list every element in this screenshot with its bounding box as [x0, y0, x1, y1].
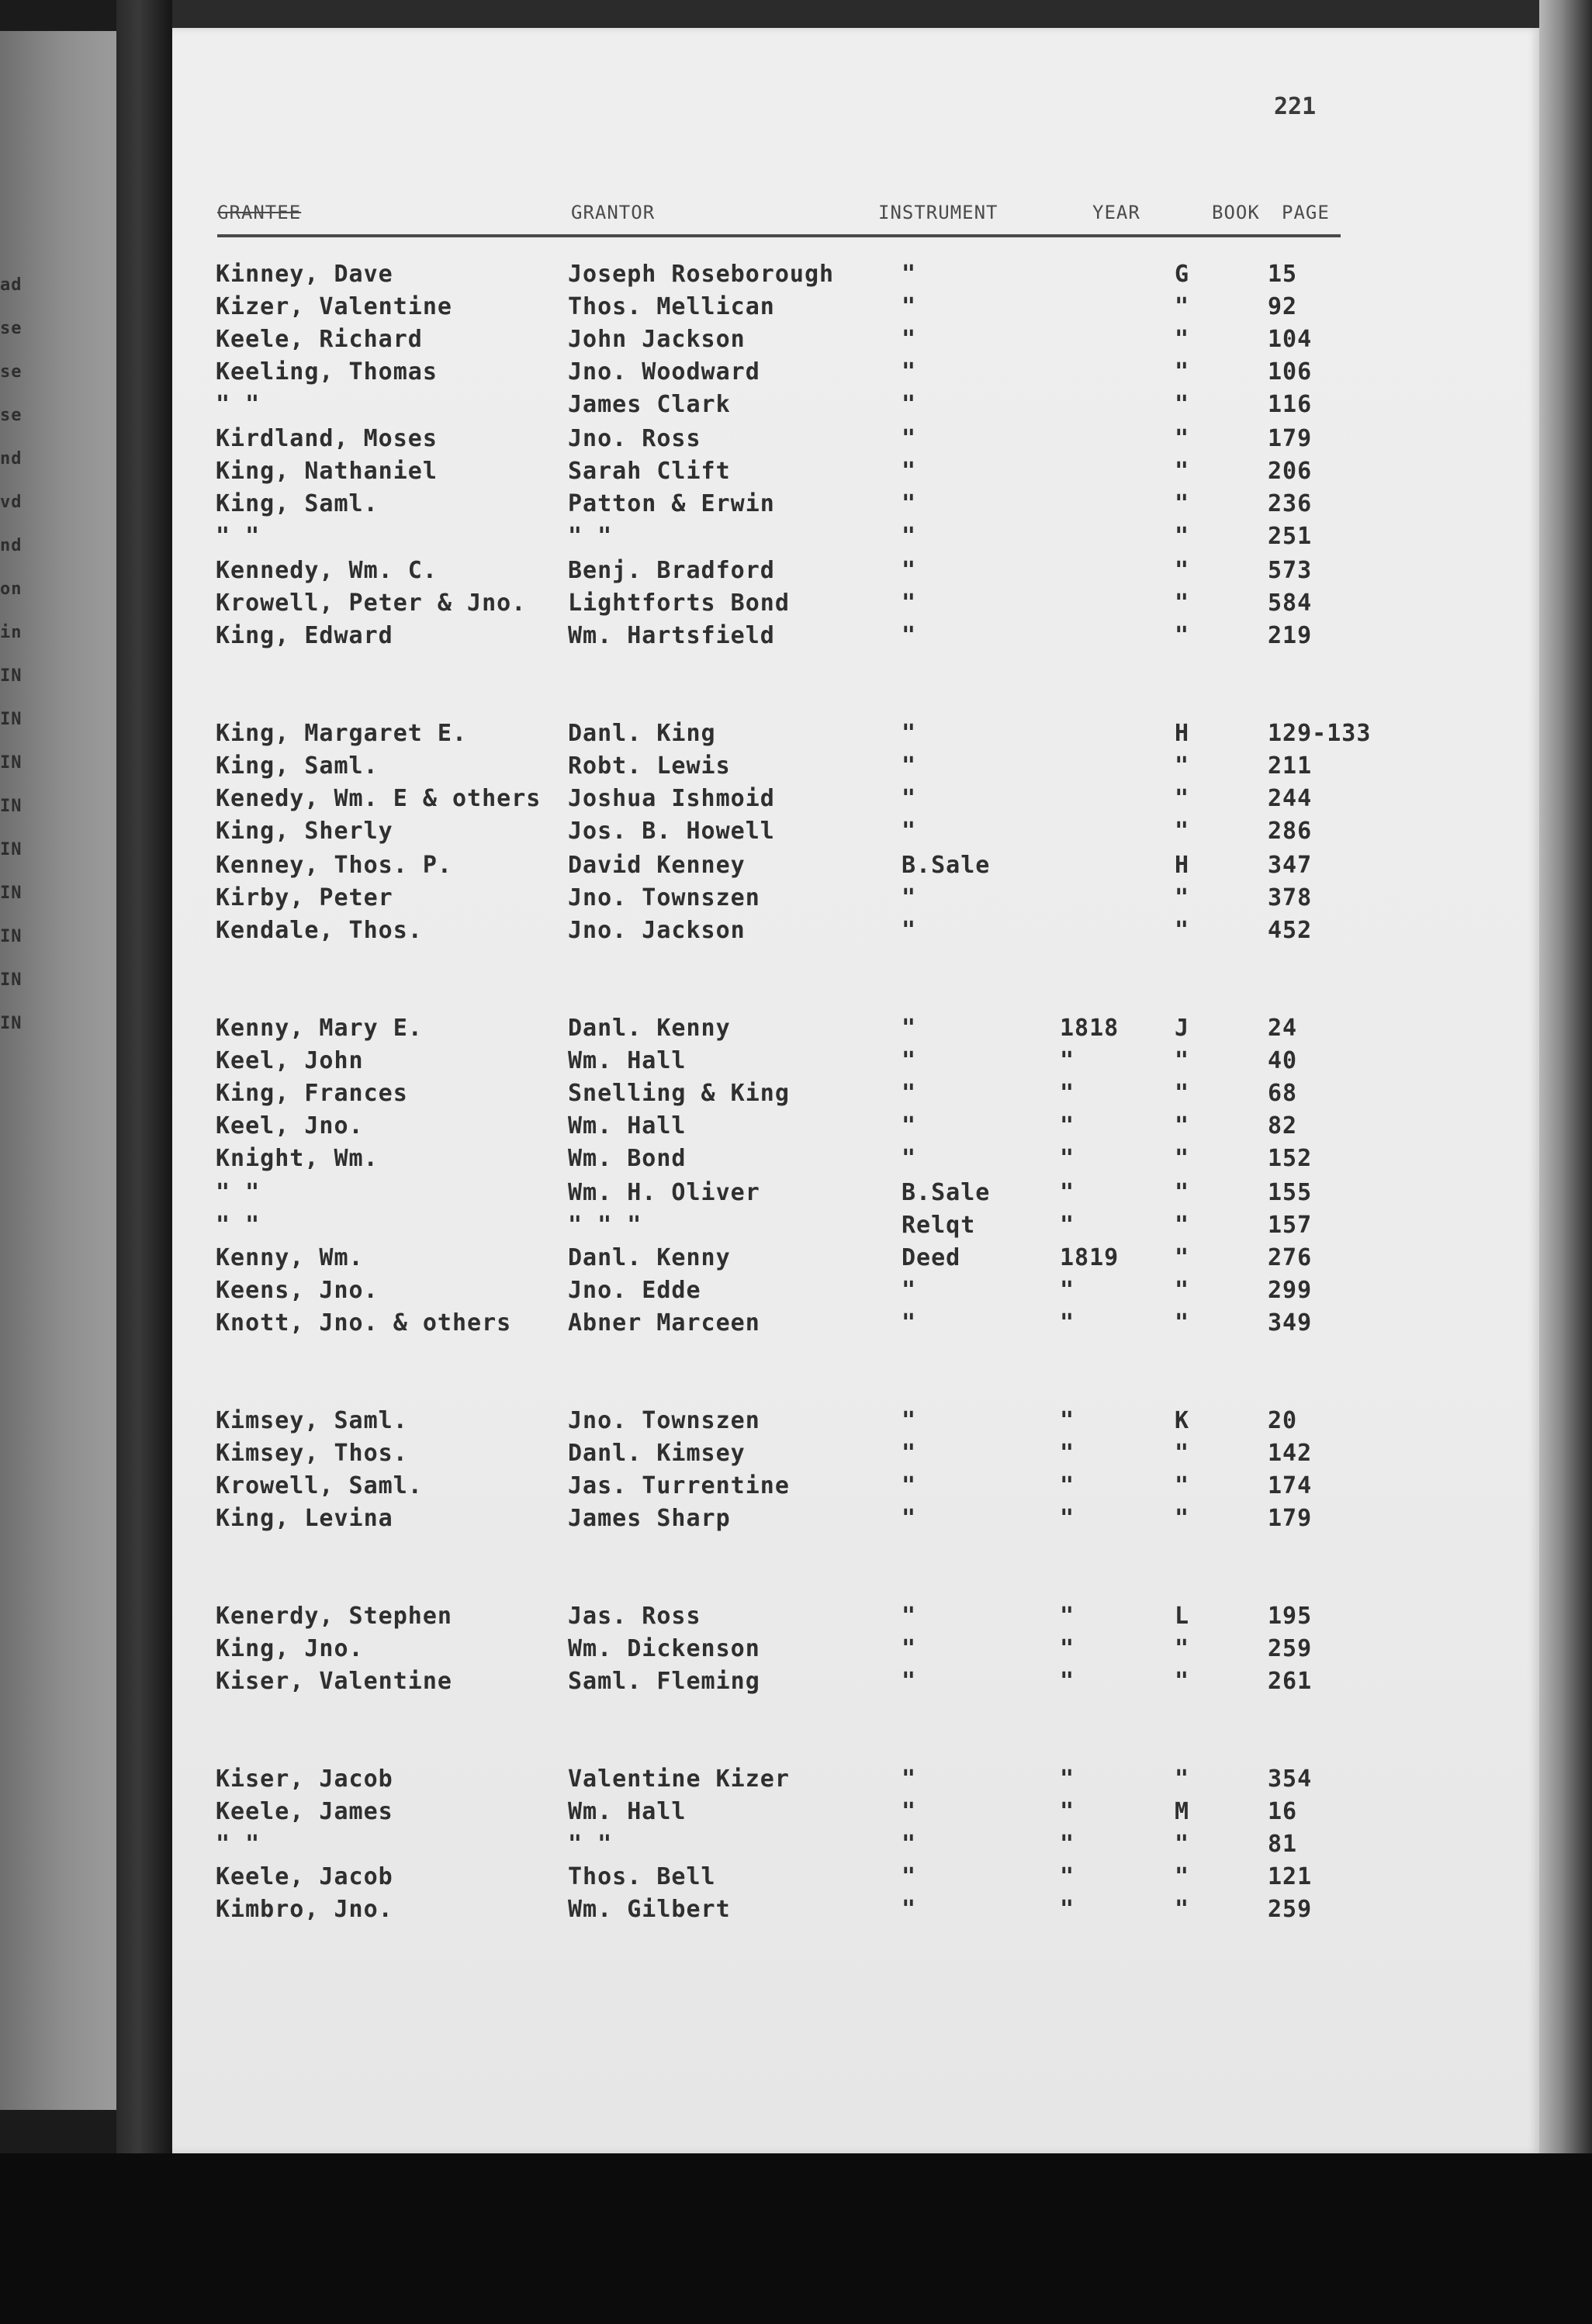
cell-grantee: " " — [216, 1831, 261, 1858]
table-row — [172, 1212, 1539, 1244]
cell-year: " — [1060, 1472, 1075, 1499]
cell-book: " — [1175, 884, 1190, 911]
table-row — [172, 818, 1539, 850]
cell-grantee: Kenerdy, Stephen — [216, 1603, 452, 1630]
header-grantee: GRANTEE — [217, 202, 302, 223]
cell-grantee: King, Saml. — [216, 490, 379, 517]
cell-grantor: Thos. Mellican — [568, 293, 775, 320]
cell-grantor: Abner Marceen — [568, 1309, 760, 1337]
table-row — [172, 425, 1539, 458]
cell-instrument: " — [902, 622, 917, 649]
cell-year: " — [1060, 1765, 1075, 1793]
cell-book: " — [1175, 1080, 1190, 1107]
table-row — [172, 557, 1539, 590]
table-row — [172, 1603, 1539, 1635]
table-row — [172, 884, 1539, 917]
cell-year: " — [1060, 1635, 1075, 1662]
cell-grantor: Valentine Kizer — [568, 1765, 790, 1793]
cell-grantee: Kiser, Valentine — [216, 1668, 452, 1695]
cell-grantor: Joseph Roseborough — [568, 261, 835, 288]
header-instrument: INSTRUMENT — [878, 202, 998, 223]
cell-page: 211 — [1268, 752, 1313, 780]
cell-page: 179 — [1268, 425, 1313, 452]
table-row — [172, 326, 1539, 358]
cell-instrument: " — [902, 1440, 917, 1467]
cell-year: " — [1060, 1863, 1075, 1890]
cell-grantor: David Kenney — [568, 852, 746, 879]
cell-page: 206 — [1268, 458, 1313, 485]
cell-instrument: B.Sale — [902, 852, 991, 879]
cell-instrument: B.Sale — [902, 1179, 991, 1206]
cell-grantor: " " — [568, 523, 613, 550]
cell-grantee: Keel, Jno. — [216, 1112, 364, 1140]
cell-year: " — [1060, 1112, 1075, 1140]
table-row — [172, 1765, 1539, 1798]
cell-book: M — [1175, 1798, 1190, 1825]
cell-book: K — [1175, 1407, 1190, 1434]
cell-instrument: " — [902, 1277, 917, 1304]
cell-grantor: Jno. Townszen — [568, 1407, 760, 1434]
cell-page: 244 — [1268, 785, 1313, 812]
cell-grantor: Jno. Ross — [568, 425, 701, 452]
cell-page: 452 — [1268, 917, 1313, 944]
cell-book: " — [1175, 1112, 1190, 1140]
cell-instrument: " — [902, 818, 917, 845]
cell-grantor: Wm. Bond — [568, 1145, 687, 1172]
cell-instrument: " — [902, 917, 917, 944]
cell-grantee: Kirdland, Moses — [216, 425, 438, 452]
cell-book: " — [1175, 1277, 1190, 1304]
cell-page: 236 — [1268, 490, 1313, 517]
table-row — [172, 1472, 1539, 1505]
table-row — [172, 293, 1539, 326]
cell-book: " — [1175, 523, 1190, 550]
cell-grantee: Keele, Jacob — [216, 1863, 393, 1890]
cell-instrument: " — [902, 1047, 917, 1074]
cell-page: 179 — [1268, 1505, 1313, 1532]
table-row — [172, 1145, 1539, 1178]
cell-grantor: Benj. Bradford — [568, 557, 775, 584]
cell-year: " — [1060, 1668, 1075, 1695]
cell-grantee: Kiser, Jacob — [216, 1765, 393, 1793]
cell-page: 219 — [1268, 622, 1313, 649]
cell-instrument: " — [902, 1080, 917, 1107]
cell-grantor: Wm. Hartsfield — [568, 622, 775, 649]
cell-grantor: Joshua Ishmoid — [568, 785, 775, 812]
table-row — [172, 1440, 1539, 1472]
table-row — [172, 1863, 1539, 1896]
cell-grantor: Wm. Hall — [568, 1798, 687, 1825]
cell-grantor: Patton & Erwin — [568, 490, 775, 517]
cell-year: " — [1060, 1407, 1075, 1434]
cell-grantor: Danl. Kimsey — [568, 1440, 746, 1467]
cell-instrument: " — [902, 1635, 917, 1662]
cell-page: 106 — [1268, 358, 1313, 386]
cell-grantor: Jno. Edde — [568, 1277, 701, 1304]
cell-grantee: Keeling, Thomas — [216, 358, 438, 386]
cell-grantee: Kennedy, Wm. C. — [216, 557, 438, 584]
cell-grantee: Krowell, Peter & Jno. — [216, 590, 527, 617]
cell-year: " — [1060, 1309, 1075, 1337]
cell-page: 129-133 — [1268, 720, 1372, 747]
cell-page: 174 — [1268, 1472, 1313, 1499]
cell-instrument: " — [902, 720, 917, 747]
page-number: 221 — [1274, 93, 1317, 120]
cell-grantor: Robt. Lewis — [568, 752, 731, 780]
table-row — [172, 1407, 1539, 1440]
cell-grantee: Kirby, Peter — [216, 884, 393, 911]
cell-instrument: " — [902, 1668, 917, 1695]
cell-page: 121 — [1268, 1863, 1313, 1890]
cell-instrument: " — [902, 261, 917, 288]
cell-instrument: " — [902, 785, 917, 812]
cell-book: " — [1175, 1309, 1190, 1337]
cell-book: " — [1175, 425, 1190, 452]
cell-grantor: " " — [568, 1831, 613, 1858]
cell-year: " — [1060, 1047, 1075, 1074]
cell-instrument: " — [902, 1863, 917, 1890]
cell-page: 299 — [1268, 1277, 1313, 1304]
cell-grantor: Snelling & King — [568, 1080, 790, 1107]
cell-grantee: Kimsey, Thos. — [216, 1440, 408, 1467]
cell-grantor: Saml. Fleming — [568, 1668, 760, 1695]
cell-year: " — [1060, 1831, 1075, 1858]
cell-grantee: " " — [216, 1179, 261, 1206]
cell-page: 157 — [1268, 1212, 1313, 1239]
table-row — [172, 852, 1539, 884]
table-row — [172, 785, 1539, 818]
cell-year: " — [1060, 1896, 1075, 1923]
cell-book: J — [1175, 1015, 1190, 1042]
cell-page: 354 — [1268, 1765, 1313, 1793]
cell-instrument: " — [902, 1472, 917, 1499]
cell-year: " — [1060, 1440, 1075, 1467]
cell-book: " — [1175, 458, 1190, 485]
cell-page: 40 — [1268, 1047, 1298, 1074]
cell-grantor: Danl. Kenny — [568, 1244, 731, 1271]
cell-page: 573 — [1268, 557, 1313, 584]
cell-book: " — [1175, 1472, 1190, 1499]
cell-grantee: Keel, John — [216, 1047, 364, 1074]
cell-grantor: Jno. Jackson — [568, 917, 746, 944]
right-page-edge — [1539, 0, 1592, 2324]
cell-grantee: Krowell, Saml. — [216, 1472, 423, 1499]
table-row — [172, 1047, 1539, 1080]
cell-grantee: Keele, James — [216, 1798, 393, 1825]
cell-instrument: " — [902, 1505, 917, 1532]
table-row — [172, 720, 1539, 752]
cell-grantor: Jas. Turrentine — [568, 1472, 790, 1499]
cell-grantee: Kimsey, Saml. — [216, 1407, 408, 1434]
cell-book: " — [1175, 1896, 1190, 1923]
top-shadow — [172, 0, 1592, 28]
cell-instrument: " — [902, 1112, 917, 1140]
binder-edge — [116, 0, 172, 2324]
cell-page: 155 — [1268, 1179, 1313, 1206]
cell-year: " — [1060, 1603, 1075, 1630]
table-row — [172, 1896, 1539, 1928]
table-row — [172, 1505, 1539, 1537]
cell-grantee: King, Frances — [216, 1080, 408, 1107]
cell-instrument: " — [902, 752, 917, 780]
cell-grantor: James Sharp — [568, 1505, 731, 1532]
cell-year: 1818 — [1060, 1015, 1120, 1042]
cell-book: " — [1175, 557, 1190, 584]
cell-year: " — [1060, 1277, 1075, 1304]
cell-grantee: " " — [216, 391, 261, 418]
adjacent-page — [0, 31, 116, 2110]
cell-year: " — [1060, 1179, 1075, 1206]
cell-instrument: " — [902, 1309, 917, 1337]
cell-page: 82 — [1268, 1112, 1298, 1140]
cell-page: 349 — [1268, 1309, 1313, 1337]
cell-grantor: Wm. Dickenson — [568, 1635, 760, 1662]
cell-page: 20 — [1268, 1407, 1298, 1434]
cell-page: 378 — [1268, 884, 1313, 911]
header-grantor: GRANTOR — [571, 202, 656, 223]
cell-page: 116 — [1268, 391, 1313, 418]
cell-book: " — [1175, 1440, 1190, 1467]
cell-book: L — [1175, 1603, 1190, 1630]
table-row — [172, 358, 1539, 391]
cell-grantor: Thos. Bell — [568, 1863, 716, 1890]
cell-grantor: James Clark — [568, 391, 731, 418]
cell-page: 259 — [1268, 1896, 1313, 1923]
cell-instrument: " — [902, 1831, 917, 1858]
cell-year: " — [1060, 1145, 1075, 1172]
cell-year: 1819 — [1060, 1244, 1120, 1271]
cell-grantor: Jas. Ross — [568, 1603, 701, 1630]
cell-grantee: King, Saml. — [216, 752, 379, 780]
cell-book: " — [1175, 1179, 1190, 1206]
cell-page: 152 — [1268, 1145, 1313, 1172]
cell-page: 286 — [1268, 818, 1313, 845]
table-row — [172, 523, 1539, 555]
cell-grantee: Kimbro, Jno. — [216, 1896, 393, 1923]
cell-book: " — [1175, 818, 1190, 845]
cell-grantee: Knott, Jno. & others — [216, 1309, 512, 1337]
cell-instrument: " — [902, 557, 917, 584]
cell-grantor: Wm. Gilbert — [568, 1896, 731, 1923]
cell-grantee: " " — [216, 523, 261, 550]
cell-instrument: " — [902, 884, 917, 911]
cell-grantee: Kenedy, Wm. E & others — [216, 785, 542, 812]
table-row — [172, 1831, 1539, 1863]
table-row — [172, 752, 1539, 785]
cell-book: " — [1175, 1668, 1190, 1695]
cell-book: " — [1175, 1244, 1190, 1271]
document-page — [172, 28, 1539, 2153]
cell-book: " — [1175, 1212, 1190, 1239]
cell-grantee: Kenny, Wm. — [216, 1244, 364, 1271]
cell-grantee: King, Levina — [216, 1505, 393, 1532]
cell-instrument: " — [902, 391, 917, 418]
cell-page: 261 — [1268, 1668, 1313, 1695]
cell-page: 16 — [1268, 1798, 1298, 1825]
cell-grantee: Kenny, Mary E. — [216, 1015, 423, 1042]
cell-grantee: Kizer, Valentine — [216, 293, 452, 320]
cell-instrument: " — [902, 1765, 917, 1793]
cell-instrument: Deed — [902, 1244, 961, 1271]
cell-instrument: " — [902, 490, 917, 517]
table-row — [172, 458, 1539, 490]
table-row — [172, 1798, 1539, 1831]
table-row — [172, 1668, 1539, 1700]
cell-grantee: Kinney, Dave — [216, 261, 393, 288]
table-row — [172, 261, 1539, 293]
table-row — [172, 622, 1539, 655]
cell-grantee: Knight, Wm. — [216, 1145, 379, 1172]
cell-book: " — [1175, 622, 1190, 649]
cell-grantor: " " " — [568, 1212, 642, 1239]
cell-book: " — [1175, 1047, 1190, 1074]
cell-page: 259 — [1268, 1635, 1313, 1662]
cell-year: " — [1060, 1212, 1075, 1239]
table-row — [172, 1112, 1539, 1145]
cell-page: 92 — [1268, 293, 1298, 320]
cell-grantor: Wm. Hall — [568, 1047, 687, 1074]
cell-page: 251 — [1268, 523, 1313, 550]
cell-grantor: Jno. Townszen — [568, 884, 760, 911]
cell-book: " — [1175, 326, 1190, 353]
cell-instrument: " — [902, 358, 917, 386]
cell-book: " — [1175, 490, 1190, 517]
bottom-shadow — [0, 2153, 1592, 2324]
cell-instrument: " — [902, 1407, 917, 1434]
cell-book: " — [1175, 358, 1190, 386]
cell-grantor: Danl. King — [568, 720, 716, 747]
cell-instrument: " — [902, 1015, 917, 1042]
adjacent-page-text: ad se se se nd vd nd on in IN IN IN IN IN IN IN IN IN — [0, 275, 22, 1033]
cell-page: 195 — [1268, 1603, 1313, 1630]
cell-page: 347 — [1268, 852, 1313, 879]
table-row — [172, 1015, 1539, 1047]
cell-page: 584 — [1268, 590, 1313, 617]
cell-grantor: Danl. Kenny — [568, 1015, 731, 1042]
cell-grantor: John Jackson — [568, 326, 746, 353]
cell-instrument: " — [902, 326, 917, 353]
cell-book: " — [1175, 1863, 1190, 1890]
cell-instrument: " — [902, 458, 917, 485]
cell-book: " — [1175, 391, 1190, 418]
cell-instrument: " — [902, 1145, 917, 1172]
cell-book: " — [1175, 1145, 1190, 1172]
cell-grantee: King, Nathaniel — [216, 458, 438, 485]
cell-grantee: Keens, Jno. — [216, 1277, 379, 1304]
cell-page: 142 — [1268, 1440, 1313, 1467]
header-page: PAGE — [1282, 202, 1330, 223]
cell-page: 24 — [1268, 1015, 1298, 1042]
cell-grantor: Jno. Woodward — [568, 358, 760, 386]
header-year: YEAR — [1092, 202, 1140, 223]
cell-instrument: " — [902, 590, 917, 617]
cell-grantee: Kenney, Thos. P. — [216, 852, 452, 879]
cell-grantee: King, Edward — [216, 622, 393, 649]
cell-book: " — [1175, 293, 1190, 320]
cell-page: 276 — [1268, 1244, 1313, 1271]
cell-book: " — [1175, 917, 1190, 944]
cell-grantee: King, Margaret E. — [216, 720, 468, 747]
cell-book: H — [1175, 852, 1190, 879]
cell-instrument: Relqt — [902, 1212, 976, 1239]
cell-grantee: King, Sherly — [216, 818, 393, 845]
table-row — [172, 1080, 1539, 1112]
deed-index-table — [172, 28, 1539, 2153]
cell-year: " — [1060, 1505, 1075, 1532]
header-book: BOOK — [1212, 202, 1260, 223]
cell-book: " — [1175, 785, 1190, 812]
table-row — [172, 590, 1539, 622]
cell-page: 68 — [1268, 1080, 1298, 1107]
cell-instrument: " — [902, 1603, 917, 1630]
cell-book: " — [1175, 752, 1190, 780]
table-row — [172, 1309, 1539, 1342]
cell-year: " — [1060, 1080, 1075, 1107]
table-row — [172, 391, 1539, 424]
cell-instrument: " — [902, 1798, 917, 1825]
cell-book: " — [1175, 1831, 1190, 1858]
cell-instrument: " — [902, 1896, 917, 1923]
table-row — [172, 1277, 1539, 1309]
cell-grantor: Wm. H. Oliver — [568, 1179, 760, 1206]
table-row — [172, 1179, 1539, 1212]
table-row — [172, 1635, 1539, 1668]
cell-year: " — [1060, 1798, 1075, 1825]
cell-grantor: Lightforts Bond — [568, 590, 790, 617]
cell-book: " — [1175, 1765, 1190, 1793]
cell-book: G — [1175, 261, 1190, 288]
cell-instrument: " — [902, 425, 917, 452]
cell-instrument: " — [902, 293, 917, 320]
cell-grantor: Sarah Clift — [568, 458, 731, 485]
cell-book: " — [1175, 590, 1190, 617]
cell-grantor: Wm. Hall — [568, 1112, 687, 1140]
cell-book: " — [1175, 1635, 1190, 1662]
cell-book: " — [1175, 1505, 1190, 1532]
cell-book: H — [1175, 720, 1190, 747]
cell-grantee: Keele, Richard — [216, 326, 423, 353]
cell-grantee: King, Jno. — [216, 1635, 364, 1662]
table-row — [172, 490, 1539, 523]
cell-page: 15 — [1268, 261, 1298, 288]
cell-instrument: " — [902, 523, 917, 550]
table-row — [172, 917, 1539, 949]
cell-grantee: " " — [216, 1212, 261, 1239]
cell-page: 104 — [1268, 326, 1313, 353]
cell-page: 81 — [1268, 1831, 1298, 1858]
table-row — [172, 1244, 1539, 1277]
cell-grantee: Kendale, Thos. — [216, 917, 423, 944]
cell-grantor: Jos. B. Howell — [568, 818, 775, 845]
